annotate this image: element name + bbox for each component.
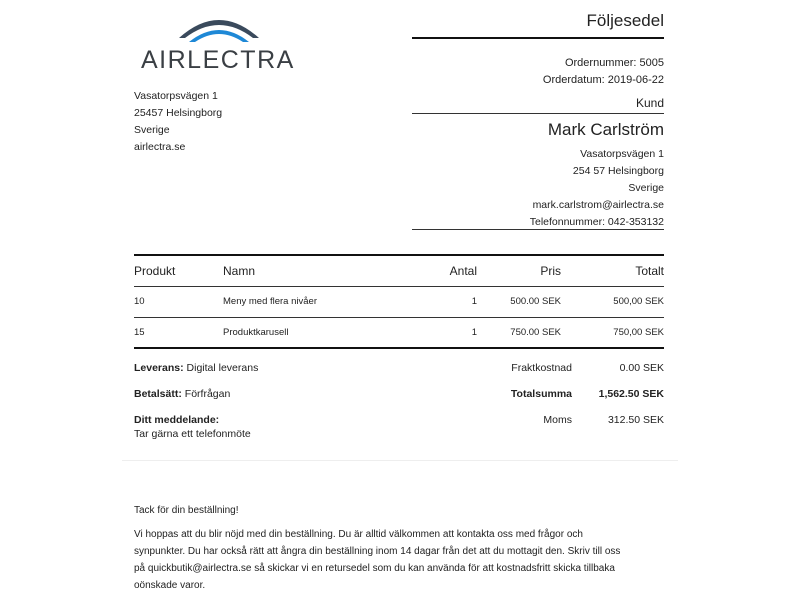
footer-line: Vi hoppas att du blir nöjd med din beställning. Du är alltid välkommen att kontakta oss med frågor och: [134, 529, 583, 540]
cell-total: 750,00 SEK: [561, 317, 664, 348]
customer-divider: [412, 229, 664, 230]
logo-text: AIRLECTRA: [141, 46, 295, 74]
customer-street: Vasatorpsvägen 1: [580, 148, 664, 160]
header-name: Namn: [223, 255, 413, 286]
seller-street: Vasatorpsvägen 1: [134, 90, 218, 102]
header-quantity: Antal: [413, 255, 477, 286]
customer-country: Sverige: [628, 182, 664, 194]
message-label: Ditt meddelande:: [134, 414, 220, 426]
delivery-value: Digital leverans: [186, 362, 259, 374]
message-value: Tar gärna ett telefonmöte: [134, 428, 251, 440]
header-total: Totalt: [561, 255, 664, 286]
vat-label: Moms: [543, 414, 572, 426]
shipping-value: 0.00 SEK: [619, 362, 664, 374]
totals-block: [412, 362, 664, 440]
vat-row: [412, 414, 664, 440]
cell-quantity: 1: [413, 286, 477, 317]
message-row: [134, 414, 258, 440]
seller-address: [134, 88, 222, 156]
header-price: Pris: [477, 255, 561, 286]
seller-city: 25457 Helsingborg: [134, 107, 223, 119]
customer-details: [412, 146, 664, 231]
cell-product-name: Meny med flera nivåer: [223, 286, 413, 317]
customer-phone: Telefonnummer: 042-353132: [529, 216, 664, 228]
table-header-row: [134, 255, 664, 286]
cell-quantity: 1: [413, 317, 477, 348]
section-divider: [122, 460, 678, 461]
footer-line: synpunkter. Du har också rätt att ångra din beställning inom 14 dagar från det att du mottagit den. Skriv till oss: [134, 546, 621, 557]
cell-total: 500,00 SEK: [561, 286, 664, 317]
customer-email: mark.carlstrom@airlectra.se: [532, 199, 664, 211]
footer-paragraph: [134, 526, 674, 594]
cell-product-id: 15: [134, 317, 223, 348]
company-logo: [135, 8, 305, 74]
order-meta: [412, 55, 664, 89]
vat-value: 312.50 SEK: [607, 414, 664, 426]
customer-city: 254 57 Helsingborg: [572, 165, 664, 177]
seller-country: Sverige: [134, 124, 170, 136]
delivery-row: [134, 362, 258, 388]
customer-name: Mark Carlström: [547, 120, 664, 139]
delivery-label: Leverans:: [134, 362, 184, 374]
seller-website: airlectra.se: [134, 141, 186, 153]
table-row: [134, 317, 664, 348]
grand-total-label: Totalsumma: [510, 388, 572, 400]
title-divider: [412, 37, 664, 39]
footer-line: på quickbutik@airlectra.se så skickar vi en retursedel som du kan använda för att kostnadsfritt skicka tillbaka: [134, 563, 615, 574]
document-title: Följesedel: [586, 11, 664, 30]
payment-label: Betalsätt:: [134, 388, 182, 400]
grand-total-value: 1,562.50 SEK: [598, 388, 664, 400]
airlectra-arc-logo-icon: [173, 8, 265, 44]
payment-value: Förfrågan: [184, 388, 231, 400]
customer-label: Kund: [635, 96, 664, 110]
thank-you-text: Tack för din beställning!: [134, 505, 239, 516]
customer-label-divider: [412, 113, 664, 114]
order-number: Ordernummer: 5005: [564, 57, 664, 69]
cell-price: 500.00 SEK: [477, 286, 561, 317]
cell-product-id: 10: [134, 286, 223, 317]
cell-price: 750.00 SEK: [477, 317, 561, 348]
order-summary: [134, 362, 258, 440]
order-date: Orderdatum: 2019-06-22: [542, 74, 664, 86]
table-row: [134, 286, 664, 317]
cell-product-name: Produktkarusell: [223, 317, 413, 348]
footer-line: oönskade varor.: [134, 580, 206, 591]
shipping-label: Fraktkostnad: [511, 362, 572, 374]
shipping-row: [412, 362, 664, 388]
payment-row: [134, 388, 258, 414]
header-product: Produkt: [134, 255, 223, 286]
order-items-table: [134, 254, 664, 349]
grand-total-row: [412, 388, 664, 414]
